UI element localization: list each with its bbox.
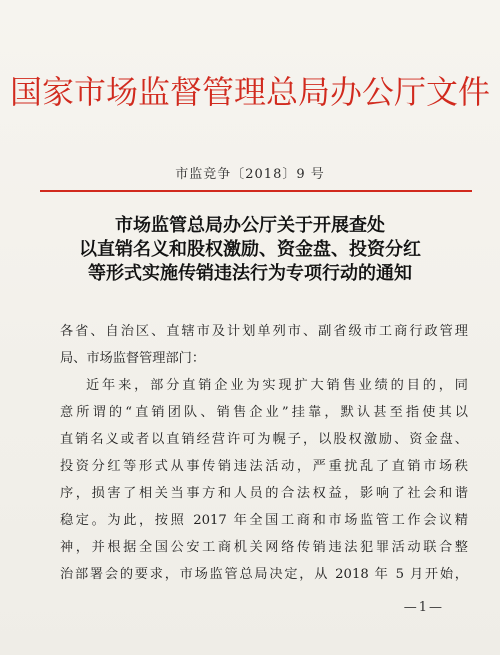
- body-paragraph-line: 意所谓的“直销团队、销售企业”挂靠，默认甚至指使其以: [60, 405, 468, 420]
- addressee-line: 局、市场监督管理部门：: [60, 351, 206, 366]
- body-paragraph-line: 神，并根据全国公安工商机关网络传销违法犯罪活动联合整: [60, 540, 468, 555]
- notice-title-line: 等形式实施传销违法行为专项行动的通知: [88, 263, 412, 284]
- document-number: 市监竞争〔2018〕9 号: [175, 167, 325, 182]
- body-paragraph-line: 直销名义或者以直销经营许可为幌子，以股权激励、资金盘、: [60, 432, 468, 447]
- body-paragraph-line: 近年来，部分直销企业为实现扩大销售业绩的目的，同: [86, 378, 468, 393]
- notice-body: [60, 318, 468, 588]
- body-paragraph-line: 稳定。为此，按照 2017 年全国工商和市场监管工作会议精: [60, 513, 468, 528]
- notice-title-line: 以直销名义和股权激励、资金盘、投资分红: [79, 239, 421, 260]
- red-separator-line: [40, 190, 472, 192]
- body-paragraph-line: 投资分红等形式从事传销违法活动，严重扰乱了直销市场秩: [60, 459, 468, 474]
- addressee-line: 各省、自治区、直辖市及计划单列市、副省级市工商行政管理: [60, 324, 468, 339]
- notice-title: [0, 214, 500, 286]
- page-number: —1—: [403, 600, 444, 615]
- issuing-authority-header: 国家市场监督管理总局办公厅文件: [9, 73, 490, 111]
- body-paragraph-line: 序，损害了相关当事方和人员的合法权益，影响了社会和谐: [60, 486, 468, 501]
- body-paragraph-line: 治部署会的要求，市场监管总局决定，从 2018 年 5 月开始，: [60, 567, 468, 582]
- notice-title-line: 市场监管总局办公厅关于开展查处: [115, 215, 385, 236]
